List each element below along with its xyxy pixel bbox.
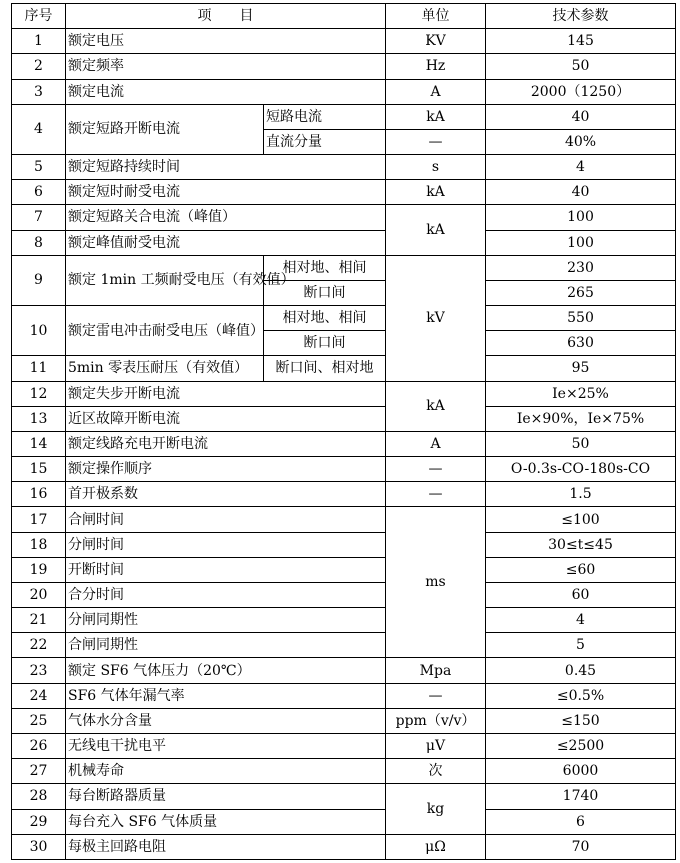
row-no: 28 [12, 784, 66, 809]
row-no: 10 [12, 306, 66, 356]
row-subitem: 相对地、相间 [264, 255, 386, 280]
row-no: 24 [12, 683, 66, 708]
row-value: 5 [486, 633, 676, 658]
row-unit: kg [386, 784, 486, 834]
table-row [12, 532, 676, 557]
table-row [12, 507, 676, 532]
table-row [12, 155, 676, 180]
row-unit: kA [386, 104, 486, 129]
table-row [12, 708, 676, 733]
row-value: 1740 [486, 784, 676, 809]
table-row [12, 381, 676, 406]
row-no: 16 [12, 482, 66, 507]
row-no: 12 [12, 381, 66, 406]
row-value: Ie×25% [486, 381, 676, 406]
row-item: 近区故障开断电流 [66, 406, 386, 431]
row-unit: ms [386, 507, 486, 658]
row-item: 每极主回路电阻 [66, 834, 386, 859]
table-row [12, 457, 676, 482]
row-unit: A [386, 79, 486, 104]
row-value: 100 [486, 230, 676, 255]
row-item: 无线电干扰电平 [66, 733, 386, 758]
table-row [12, 205, 676, 230]
row-no: 25 [12, 708, 66, 733]
row-unit: ppm（v/v） [386, 708, 486, 733]
row-item: 额定 SF6 气体压力（20℃） [66, 658, 386, 683]
table-row [12, 406, 676, 431]
row-unit: μΩ [386, 834, 486, 859]
row-no: 30 [12, 834, 66, 859]
row-no: 20 [12, 582, 66, 607]
row-value: 2000（1250） [486, 79, 676, 104]
row-no: 13 [12, 406, 66, 431]
row-no: 22 [12, 633, 66, 658]
row-subitem: 断口间 [264, 280, 386, 305]
table-row [12, 104, 676, 129]
row-value: 145 [486, 29, 676, 54]
row-item: 首开极系数 [66, 482, 386, 507]
header-unit: 单位 [386, 4, 486, 29]
table-row [12, 557, 676, 582]
row-item: 额定峰值耐受电流 [66, 230, 386, 255]
row-value: 550 [486, 306, 676, 331]
row-value: 6 [486, 809, 676, 834]
row-value: 4 [486, 608, 676, 633]
row-no: 1 [12, 29, 66, 54]
table-row [12, 834, 676, 859]
header-no: 序号 [12, 4, 66, 29]
row-no: 26 [12, 733, 66, 758]
row-unit: — [386, 457, 486, 482]
row-item: 每台断路器质量 [66, 784, 386, 809]
row-item: 额定短路关合电流（峰值） [66, 205, 386, 230]
row-item: 合分时间 [66, 582, 386, 607]
row-value: 70 [486, 834, 676, 859]
table-row [12, 658, 676, 683]
row-item: 机械寿命 [66, 759, 386, 784]
row-item: 5min 零表压耐压（有效值） [66, 356, 264, 381]
row-unit: Hz [386, 54, 486, 79]
row-item: 额定短路持续时间 [66, 155, 386, 180]
row-unit: μV [386, 733, 486, 758]
row-item: 合闸同期性 [66, 633, 386, 658]
row-item: 气体水分含量 [66, 708, 386, 733]
row-no: 29 [12, 809, 66, 834]
table-row [12, 29, 676, 54]
table-row [12, 431, 676, 456]
row-unit: s [386, 155, 486, 180]
row-no: 23 [12, 658, 66, 683]
table-row [12, 608, 676, 633]
row-value: ≤100 [486, 507, 676, 532]
row-value: 1.5 [486, 482, 676, 507]
row-no: 7 [12, 205, 66, 230]
row-no: 5 [12, 155, 66, 180]
row-item: 合闸时间 [66, 507, 386, 532]
row-unit: kV [386, 255, 486, 381]
row-no: 21 [12, 608, 66, 633]
row-no: 19 [12, 557, 66, 582]
table-row [12, 230, 676, 255]
spec-table [11, 3, 676, 860]
row-no: 3 [12, 79, 66, 104]
row-item: SF6 气体年漏气率 [66, 683, 386, 708]
table-row [12, 180, 676, 205]
row-value: 40 [486, 180, 676, 205]
row-no: 2 [12, 54, 66, 79]
table-row [12, 809, 676, 834]
row-value: 0.45 [486, 658, 676, 683]
row-item: 分闸同期性 [66, 608, 386, 633]
row-unit: Mpa [386, 658, 486, 683]
row-no: 11 [12, 356, 66, 381]
table-row [12, 733, 676, 758]
row-item: 额定线路充电开断电流 [66, 431, 386, 456]
row-unit: KV [386, 29, 486, 54]
row-item: 额定失步开断电流 [66, 381, 386, 406]
table-row [12, 683, 676, 708]
row-item: 每台充入 SF6 气体质量 [66, 809, 386, 834]
table-row [12, 582, 676, 607]
row-value: ≤0.5% [486, 683, 676, 708]
row-no: 14 [12, 431, 66, 456]
row-value: 630 [486, 331, 676, 356]
row-no: 27 [12, 759, 66, 784]
row-value: ≤150 [486, 708, 676, 733]
row-item: 额定雷电冲击耐受电压（峰值） [66, 306, 264, 356]
row-item: 开断时间 [66, 557, 386, 582]
row-subitem: 短路电流 [264, 104, 386, 129]
row-value: 95 [486, 356, 676, 381]
table-row [12, 482, 676, 507]
row-no: 6 [12, 180, 66, 205]
table-row [12, 759, 676, 784]
row-value: 100 [486, 205, 676, 230]
row-subitem: 相对地、相间 [264, 306, 386, 331]
row-unit: — [386, 683, 486, 708]
row-subitem: 断口间 [264, 331, 386, 356]
row-no: 17 [12, 507, 66, 532]
row-unit: 次 [386, 759, 486, 784]
row-unit: kA [386, 205, 486, 255]
row-no: 15 [12, 457, 66, 482]
row-value: 6000 [486, 759, 676, 784]
row-value: 4 [486, 155, 676, 180]
row-unit: kA [386, 381, 486, 431]
table-row [12, 356, 676, 381]
row-no: 18 [12, 532, 66, 557]
row-item: 额定频率 [66, 54, 386, 79]
table-row [12, 54, 676, 79]
header-value: 技术参数 [486, 4, 676, 29]
row-unit: A [386, 431, 486, 456]
row-item: 额定短时耐受电流 [66, 180, 386, 205]
row-subitem: 直流分量 [264, 129, 386, 154]
table-row [12, 306, 676, 331]
row-unit: — [386, 129, 486, 154]
row-item: 额定电压 [66, 29, 386, 54]
row-value: 60 [486, 582, 676, 607]
row-value: ≤60 [486, 557, 676, 582]
row-value: 40 [486, 104, 676, 129]
table-row [12, 255, 676, 280]
row-no: 9 [12, 255, 66, 305]
row-subitem: 断口间、相对地 [264, 356, 386, 381]
row-no: 4 [12, 104, 66, 154]
row-item: 分闸时间 [66, 532, 386, 557]
row-no: 8 [12, 230, 66, 255]
row-item: 额定短路开断电流 [66, 104, 264, 154]
row-unit: kA [386, 180, 486, 205]
header-row [12, 4, 676, 29]
header-item: 项 目 [66, 4, 386, 29]
row-value: 230 [486, 255, 676, 280]
row-item: 额定 1min 工频耐受电压（有效值） [66, 255, 264, 305]
row-value: 40% [486, 129, 676, 154]
row-value: ≤2500 [486, 733, 676, 758]
row-item: 额定操作顺序 [66, 457, 386, 482]
table-row [12, 633, 676, 658]
row-value: O-0.3s-CO-180s-CO [486, 457, 676, 482]
row-value: 50 [486, 54, 676, 79]
row-value: 30≤t≤45 [486, 532, 676, 557]
table-row [12, 784, 676, 809]
row-unit: — [386, 482, 486, 507]
row-item: 额定电流 [66, 79, 386, 104]
row-value: 50 [486, 431, 676, 456]
row-value: Ie×90%，Ie×75% [486, 406, 676, 431]
row-value: 265 [486, 280, 676, 305]
table-row [12, 79, 676, 104]
